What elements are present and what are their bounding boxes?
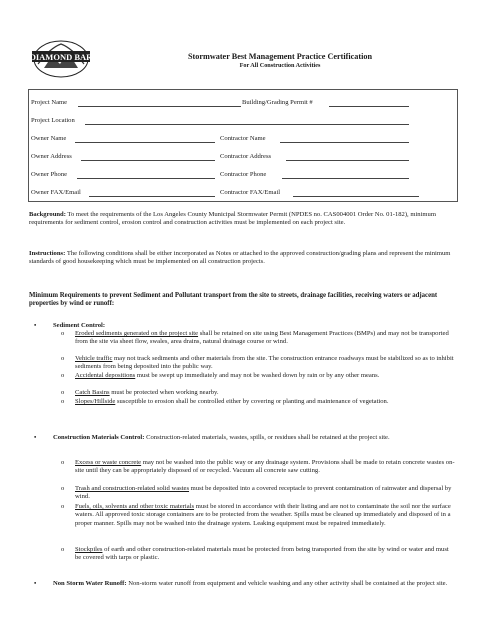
- owner-phone-field[interactable]: [77, 178, 215, 179]
- contractor-name-field[interactable]: [280, 142, 409, 143]
- contractor-fax-label: Contractor FAX/Email: [220, 189, 281, 196]
- logo-text: DIAMOND BAR: [30, 51, 92, 62]
- owner-name-field[interactable]: [75, 142, 215, 143]
- background-label: Background:: [29, 211, 66, 218]
- background-paragraph: [29, 211, 459, 228]
- page-title: [130, 52, 430, 70]
- instructions-label: Instructions:: [29, 250, 66, 257]
- project-name-field[interactable]: [78, 106, 241, 107]
- bullet: •: [34, 434, 37, 441]
- diamond-bar-logo: [30, 38, 92, 80]
- permit-field[interactable]: [329, 106, 409, 107]
- background-text: To meet the requirements of the Los Angeles County Municipal Stormwater Permit (NPDES no. CAS004001 Order No. 01-182), minimum requirements for sediment control, erosion control and construction activities must be implemented on each project site.: [29, 211, 436, 227]
- project-location-label: Project Location: [31, 117, 75, 124]
- bullet: •: [34, 322, 37, 329]
- owner-fax-label: Owner FAX/Email: [31, 189, 81, 196]
- contractor-address-label: Contractor Address: [220, 153, 272, 160]
- bullet: •: [34, 580, 37, 587]
- owner-phone-label: Owner Phone: [31, 171, 68, 178]
- non-storm-water-heading: Non Storm Water Runoff:: [53, 580, 127, 587]
- sediment-control-heading: Sediment Control:: [53, 322, 106, 329]
- instructions-text: The following conditions shall be either incorporated as Notes or attached to the approved construction/grading plans and represent the minimum standards of good housekeeping which must be implemented on all construction projects.: [29, 250, 451, 266]
- contractor-address-field[interactable]: [286, 160, 409, 161]
- project-info-form: [28, 89, 458, 202]
- contractor-fax-field[interactable]: [293, 196, 419, 197]
- materials-control-heading: Construction Materials Control:: [53, 434, 145, 441]
- minimum-requirements-heading: Minimum Requirements to prevent Sediment and Pollutant transport from the site to streets, drainage facilities, receiving waters or adjacent properties by wind or runoff:: [29, 292, 438, 308]
- instructions-paragraph: [29, 250, 459, 267]
- contractor-phone-label: Contractor Phone: [220, 171, 267, 178]
- document-subtitle: For All Construction Activities: [239, 62, 321, 69]
- document-title: Stormwater Best Management Practice Certification: [188, 52, 372, 61]
- non-storm-water-text: Non-storm water runoff from equipment and vehicle washing and any other activity shall be contained at the project site.: [126, 580, 448, 587]
- permit-label: Building/Grading Permit #: [242, 99, 313, 106]
- materials-intro: Construction-related materials, wastes, spills, or residues shall be retained at the project site.: [144, 434, 390, 441]
- project-name-label: Project Name: [31, 99, 68, 106]
- contractor-name-label: Contractor Name: [220, 135, 266, 142]
- owner-name-label: Owner Name: [31, 135, 67, 142]
- owner-address-field[interactable]: [81, 160, 215, 161]
- project-location-field[interactable]: [85, 124, 409, 125]
- contractor-phone-field[interactable]: [282, 178, 409, 179]
- owner-fax-field[interactable]: [89, 196, 215, 197]
- owner-address-label: Owner Address: [31, 153, 72, 160]
